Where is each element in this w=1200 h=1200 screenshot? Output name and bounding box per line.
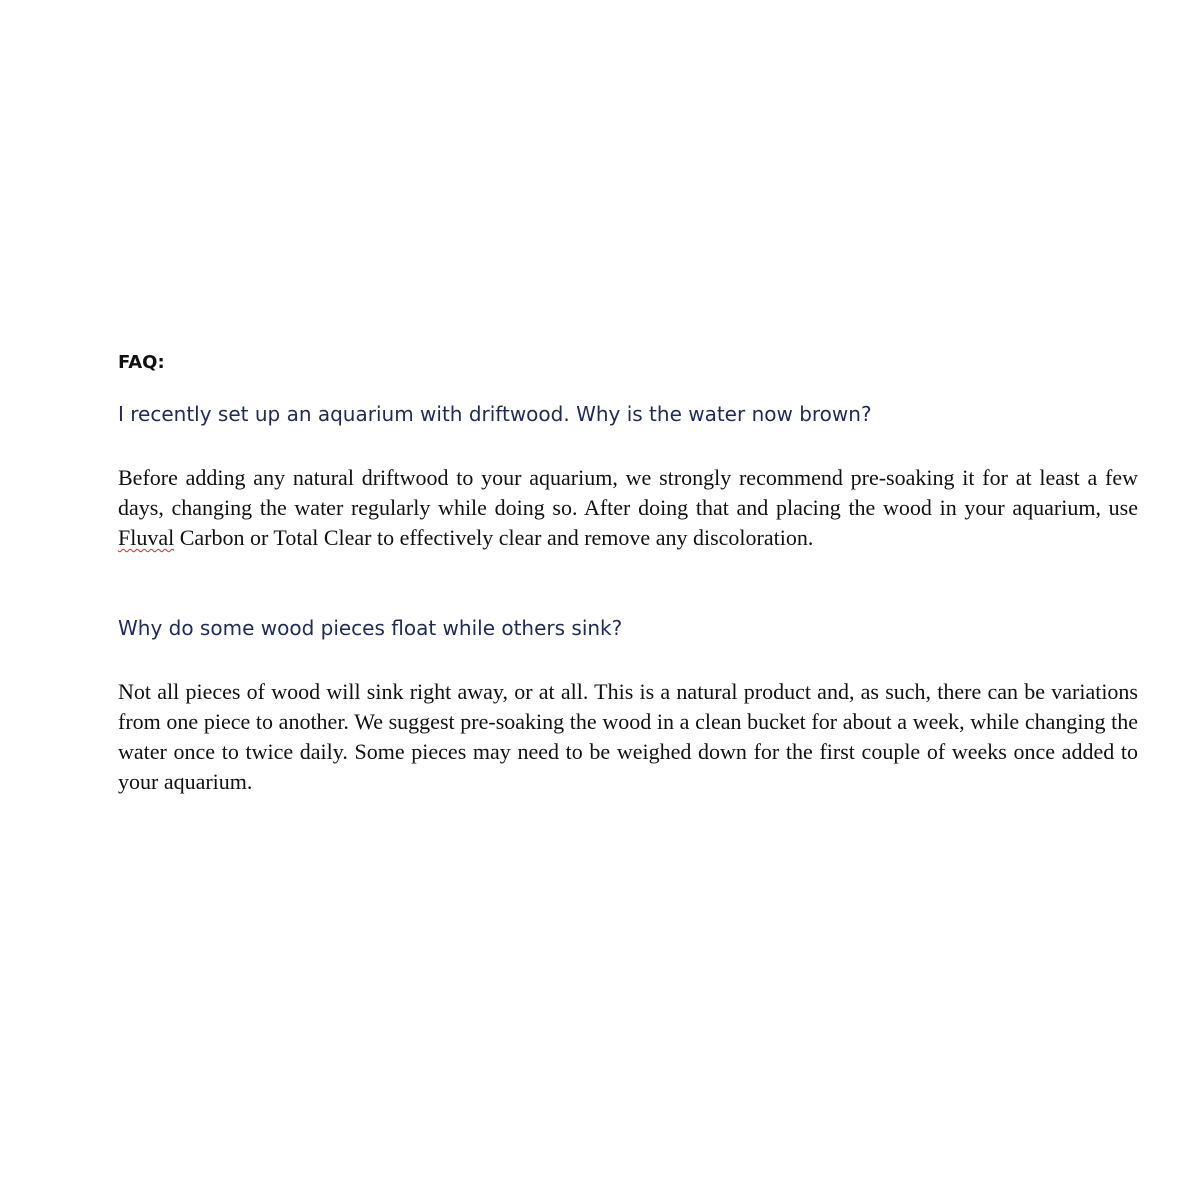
brand-name-spellcheck: Fluval <box>118 525 175 550</box>
faq-answer-wood-float-sink: Not all pieces of wood will sink right away, or at all. This is a natural product and, as such, there can be variations from one piece to another. We suggest pre-soaking the wood in a clean bucket for about a week, while changing the water once to twice daily. Some pieces may need to be weighed down for the first couple of weeks once added to your aquarium. <box>118 679 1138 794</box>
faq-answer-driftwood-brown-water <box>118 463 1138 553</box>
faq-question-wood-float-sink: Why do some wood pieces float while others sink? <box>118 616 623 640</box>
faq-heading: FAQ: <box>118 352 165 373</box>
answer-text-after-brand: Carbon or Total Clear to effectively clear and remove any discoloration. <box>174 525 814 550</box>
answer-text-before-brand: Before adding any natural driftwood to your aquarium, we strongly recommend pre-soaking it for at least a few days, changing the water regularly while doing so. After doing that and placing the wood in your aquarium, use <box>118 465 1138 520</box>
faq-question-driftwood-brown-water: I recently set up an aquarium with driftwood. Why is the water now brown? <box>118 402 872 426</box>
